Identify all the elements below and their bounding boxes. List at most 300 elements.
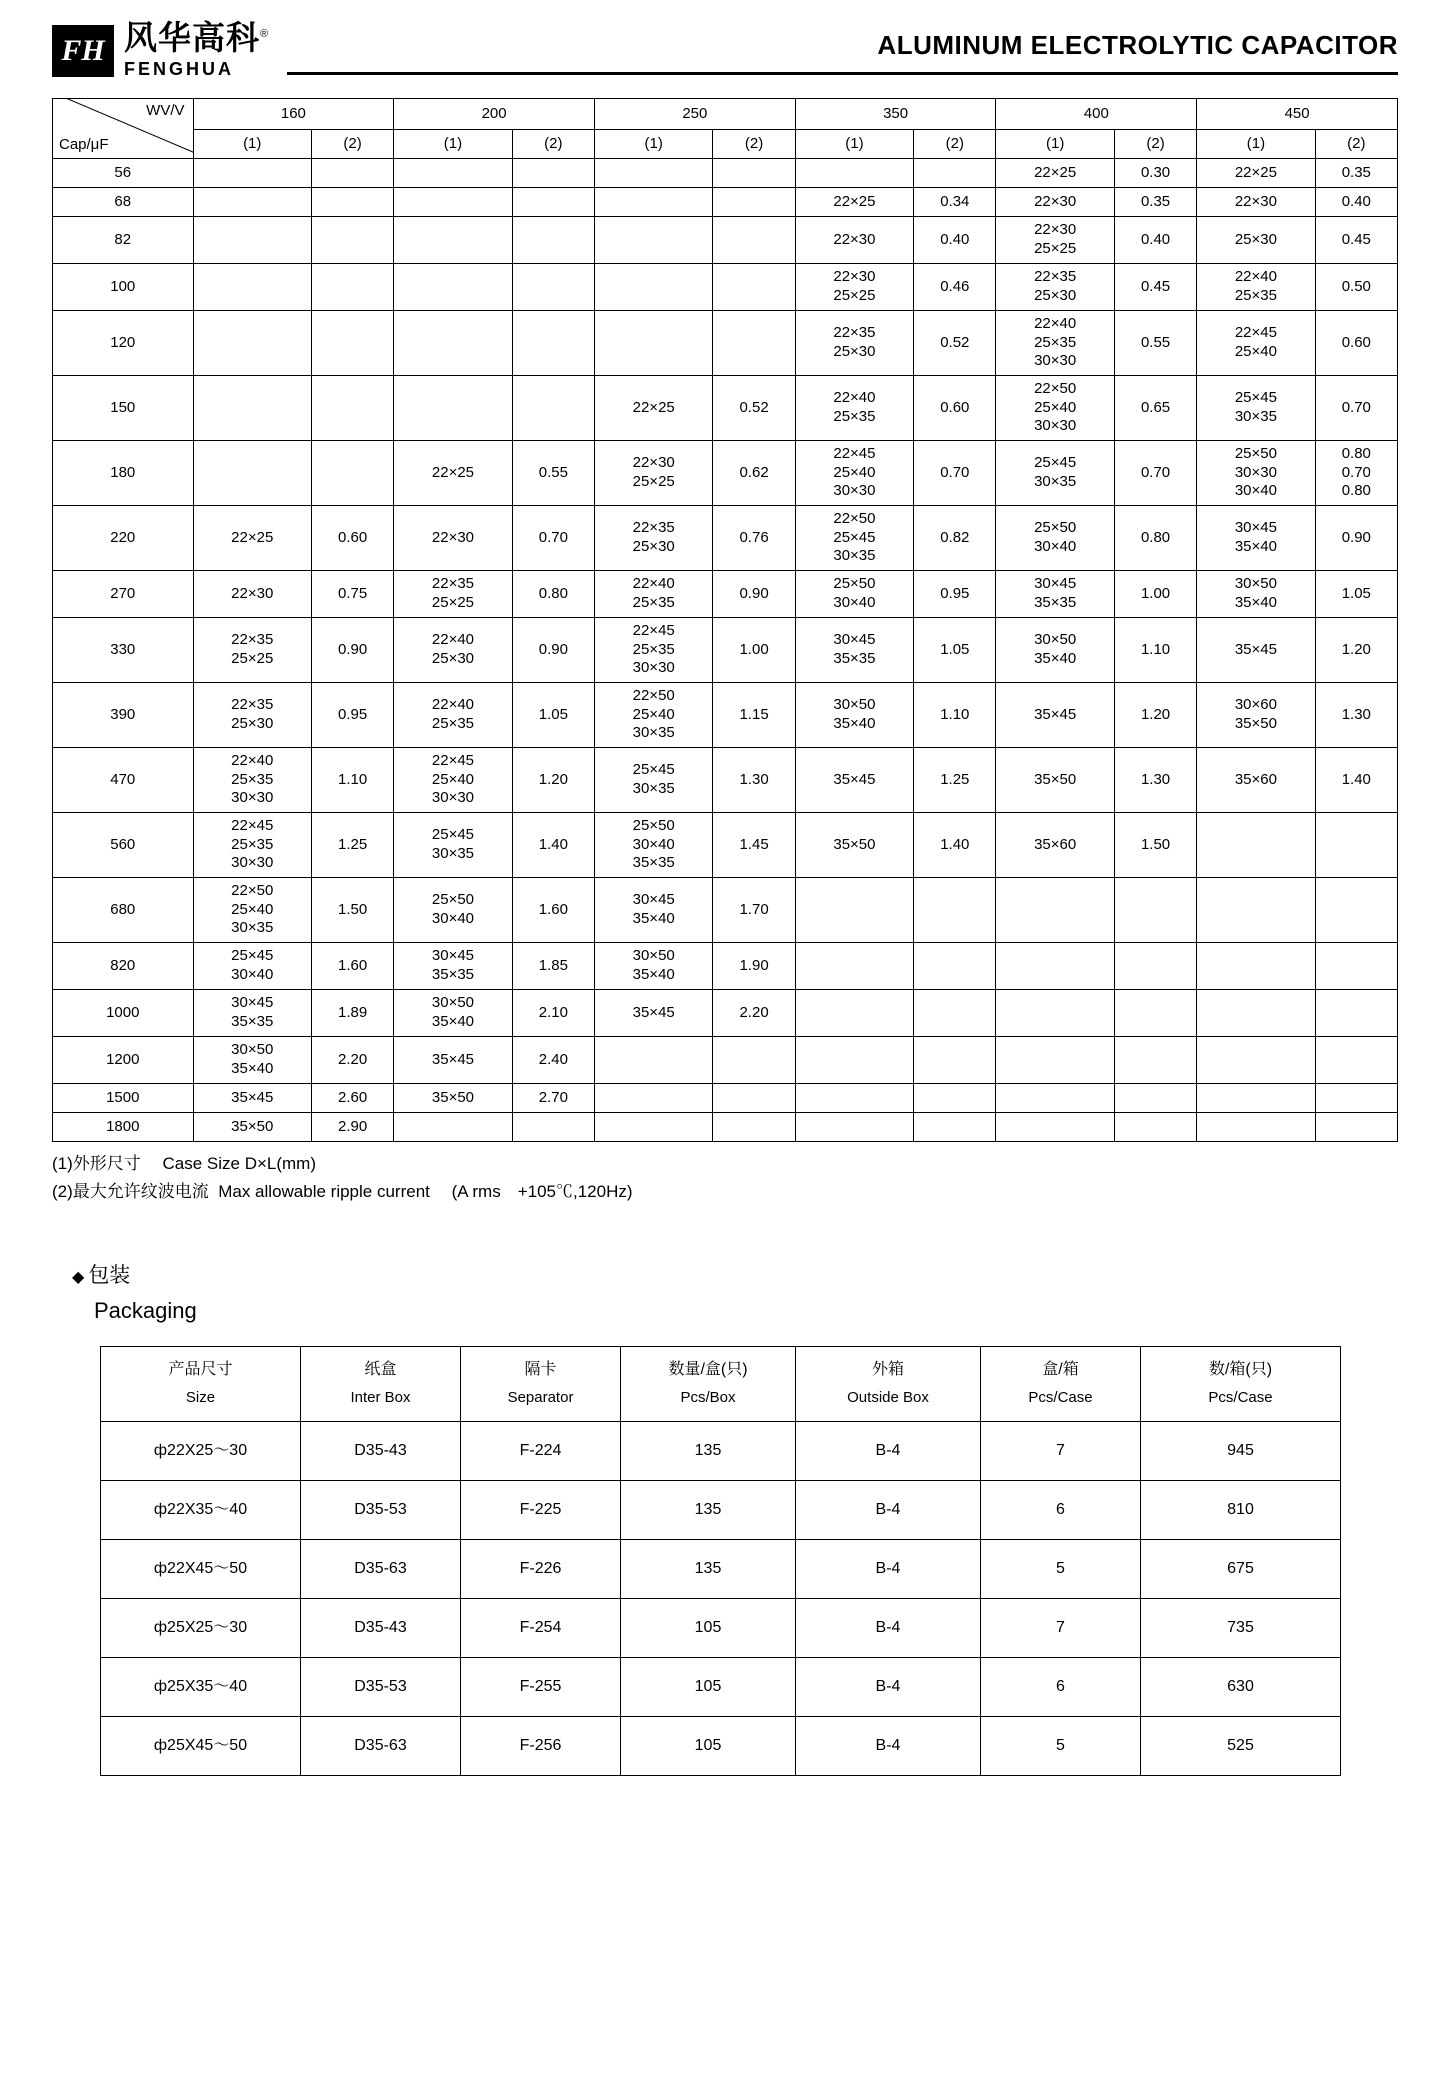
packaging-cell-5: 5 (981, 1716, 1141, 1775)
ripple-current-cell (713, 1113, 795, 1142)
packaging-cell-6: 630 (1141, 1657, 1341, 1716)
ripple-current-cell (512, 159, 594, 188)
ripple-current-cell: 1.90 (713, 943, 795, 990)
ripple-current-cell: 0.70 (914, 441, 996, 506)
ripple-current-cell (914, 1037, 996, 1084)
ripple-current-cell (512, 264, 594, 311)
case-size-cell (1197, 990, 1315, 1037)
case-size-cell (193, 159, 311, 188)
case-size-cell: 25×50 30×30 30×40 (1197, 441, 1315, 506)
ripple-current-cell: 1.45 (713, 813, 795, 878)
case-size-cell: 35×45 (996, 683, 1114, 748)
ripple-current-cell (311, 311, 393, 376)
ripple-current-cell (1114, 1084, 1196, 1113)
case-size-cell: 25×50 30×40 (795, 571, 913, 618)
header-cn: 盒/箱 (1042, 1360, 1079, 1378)
table-row (53, 813, 1398, 878)
capacitance-value: 150 (53, 376, 194, 441)
ripple-current-cell: 0.35 (1315, 159, 1397, 188)
case-size-cell (996, 1037, 1114, 1084)
header-en: Pcs/Box (680, 1389, 736, 1407)
table-row (53, 943, 1398, 990)
packaging-cell-6: 810 (1141, 1480, 1341, 1539)
packaging-cell-4: B-4 (796, 1716, 981, 1775)
ripple-current-cell: 0.55 (1114, 311, 1196, 376)
case-size-cell: 22×45 25×40 (1197, 311, 1315, 376)
header-cn: 产品尺寸 (168, 1360, 233, 1378)
header-en: Outside Box (847, 1389, 929, 1407)
ripple-current-cell: 0.80 (512, 571, 594, 618)
capacitance-value: 82 (53, 217, 194, 264)
packaging-cell-5: 7 (981, 1421, 1141, 1480)
table-row (53, 618, 1398, 683)
case-size-cell: 22×30 (996, 188, 1114, 217)
diamond-bullet-icon: ◆ (72, 1269, 85, 1287)
capacitance-value: 820 (53, 943, 194, 990)
packaging-cell-4: B-4 (796, 1421, 981, 1480)
ripple-current-cell: 0.95 (914, 571, 996, 618)
case-size-cell: 35×50 (394, 1084, 512, 1113)
ripple-current-cell (1315, 813, 1397, 878)
packaging-cell-2: F-254 (461, 1598, 621, 1657)
ripple-current-cell (914, 990, 996, 1037)
case-size-cell (594, 311, 712, 376)
case-size-cell (394, 217, 512, 264)
capacitance-value: 220 (53, 506, 194, 571)
ripple-current-cell: 0.65 (1114, 376, 1196, 441)
subheader-350-2: (2) (914, 130, 996, 159)
ripple-current-cell: 0.70 (1315, 376, 1397, 441)
packaging-cell-6: 735 (1141, 1598, 1341, 1657)
packaging-cell-5: 6 (981, 1657, 1141, 1716)
ripple-current-cell: 0.70 (1114, 441, 1196, 506)
ripple-current-cell: 0.50 (1315, 264, 1397, 311)
packaging-cell-6: 525 (1141, 1716, 1341, 1775)
logo-english-name: FENGHUA (124, 58, 234, 79)
ripple-current-cell: 1.30 (713, 748, 795, 813)
capacitance-value: 56 (53, 159, 194, 188)
ripple-current-cell (311, 376, 393, 441)
ripple-current-cell (713, 264, 795, 311)
case-size-cell (394, 376, 512, 441)
packaging-column-header-5 (981, 1346, 1141, 1421)
ripple-current-cell: 0.55 (512, 441, 594, 506)
ripple-current-cell (1315, 990, 1397, 1037)
case-size-cell: 30×45 35×40 (1197, 506, 1315, 571)
ripple-current-cell (1315, 1113, 1397, 1142)
ripple-current-cell (512, 311, 594, 376)
packaging-cell-3: 135 (621, 1539, 796, 1598)
case-size-cell: 22×35 25×30 (795, 311, 913, 376)
case-size-cell (795, 159, 913, 188)
header-cn: 隔卡 (524, 1360, 557, 1378)
case-size-cell (594, 1037, 712, 1084)
ripple-current-cell (311, 188, 393, 217)
case-size-cell (1197, 943, 1315, 990)
case-size-cell: 30×50 35×40 (594, 943, 712, 990)
ripple-current-cell: 0.30 (1114, 159, 1196, 188)
case-size-cell: 30×50 35×40 (394, 990, 512, 1037)
table-row (53, 571, 1398, 618)
case-size-cell: 30×60 35×50 (1197, 683, 1315, 748)
ripple-current-cell: 0.80 (1114, 506, 1196, 571)
ripple-current-cell (914, 1113, 996, 1142)
page-header (0, 0, 1450, 84)
ripple-current-cell: 0.82 (914, 506, 996, 571)
capacitance-value: 1500 (53, 1084, 194, 1113)
ripple-current-cell: 1.15 (713, 683, 795, 748)
packaging-table-container (0, 1324, 1450, 1776)
voltage-header-160: 160 (193, 99, 394, 130)
capacitance-value: 100 (53, 264, 194, 311)
ripple-current-cell: 0.60 (1315, 311, 1397, 376)
subheader-160-1: (1) (193, 130, 311, 159)
ripple-current-cell: 1.20 (1315, 618, 1397, 683)
ripple-current-cell: 1.40 (914, 813, 996, 878)
packaging-cell-4: B-4 (796, 1598, 981, 1657)
case-size-cell (795, 878, 913, 943)
packaging-cell-0: ф22X25～30 (101, 1421, 301, 1480)
case-size-cell (594, 1084, 712, 1113)
capacitance-value: 680 (53, 878, 194, 943)
case-size-cell (795, 1084, 913, 1113)
ripple-current-cell (713, 159, 795, 188)
packaging-table-row (101, 1716, 1341, 1775)
voltage-header-200: 200 (394, 99, 595, 130)
case-size-cell: 30×45 35×35 (795, 618, 913, 683)
case-size-cell: 30×50 35×40 (795, 683, 913, 748)
ripple-current-cell (713, 217, 795, 264)
packaging-cell-4: B-4 (796, 1657, 981, 1716)
case-size-cell: 25×50 30×40 (394, 878, 512, 943)
packaging-table-row (101, 1480, 1341, 1539)
voltage-header-350: 350 (795, 99, 996, 130)
ripple-current-cell: 1.00 (1114, 571, 1196, 618)
packaging-cell-3: 105 (621, 1598, 796, 1657)
case-size-cell (394, 1113, 512, 1142)
ripple-current-cell: 0.46 (914, 264, 996, 311)
packaging-cell-1: D35-53 (301, 1480, 461, 1539)
case-size-cell: 22×25 (996, 159, 1114, 188)
ripple-current-cell: 1.05 (914, 618, 996, 683)
case-size-cell: 30×45 35×35 (996, 571, 1114, 618)
case-size-cell: 22×30 25×25 (594, 441, 712, 506)
packaging-cell-0: ф22X35～40 (101, 1480, 301, 1539)
ripple-current-cell (1114, 1037, 1196, 1084)
case-size-cell: 22×35 25×30 (996, 264, 1114, 311)
packaging-table-row (101, 1539, 1341, 1598)
case-size-cell: 30×45 35×35 (193, 990, 311, 1037)
ripple-current-cell: 1.89 (311, 990, 393, 1037)
case-size-cell (795, 943, 913, 990)
case-size-cell (394, 311, 512, 376)
subheader-400-1: (1) (996, 130, 1114, 159)
ripple-current-cell: 0.76 (713, 506, 795, 571)
registered-mark-icon: ® (260, 27, 270, 40)
packaging-column-header-2 (461, 1346, 621, 1421)
case-size-cell: 22×25 (193, 506, 311, 571)
ripple-current-cell: 1.10 (914, 683, 996, 748)
case-size-cell (996, 1113, 1114, 1142)
case-size-cell (594, 1113, 712, 1142)
table-notes (0, 1142, 1450, 1206)
packaging-cell-3: 135 (621, 1421, 796, 1480)
case-size-cell: 35×45 (594, 990, 712, 1037)
case-size-cell: 22×35 25×25 (394, 571, 512, 618)
ripple-current-cell: 1.25 (311, 813, 393, 878)
case-size-cell: 35×50 (795, 813, 913, 878)
ripple-current-cell: 0.62 (713, 441, 795, 506)
ripple-current-cell: 1.30 (1315, 683, 1397, 748)
table-row (53, 264, 1398, 311)
ripple-current-cell: 1.40 (1315, 748, 1397, 813)
ripple-current-cell: 1.50 (1114, 813, 1196, 878)
ripple-current-cell: 2.90 (311, 1113, 393, 1142)
ripple-current-cell: 1.10 (1114, 618, 1196, 683)
case-size-cell: 25×45 30×35 (1197, 376, 1315, 441)
packaging-cell-2: F-224 (461, 1421, 621, 1480)
packaging-cell-4: B-4 (796, 1539, 981, 1598)
header-cn: 纸盒 (364, 1360, 397, 1378)
case-size-cell: 22×30 25×25 (795, 264, 913, 311)
case-size-cell: 25×45 30×35 (996, 441, 1114, 506)
note-case-size: (1)外形尺寸 Case Size D×L(mm) (52, 1154, 317, 1173)
capacitance-value: 1800 (53, 1113, 194, 1142)
ripple-current-cell (713, 1037, 795, 1084)
ripple-current-cell: 0.90 (311, 618, 393, 683)
ripple-current-cell: 0.80 0.70 0.80 (1315, 441, 1397, 506)
header-divider (287, 72, 1398, 75)
case-size-cell: 22×30 (1197, 188, 1315, 217)
case-size-cell: 22×25 (394, 441, 512, 506)
case-size-cell (394, 188, 512, 217)
packaging-cell-1: D35-53 (301, 1657, 461, 1716)
case-size-cell: 22×45 25×35 30×30 (594, 618, 712, 683)
ripple-current-cell (713, 311, 795, 376)
subheader-450-1: (1) (1197, 130, 1315, 159)
table-row (53, 878, 1398, 943)
subheader-450-2: (2) (1315, 130, 1397, 159)
ripple-current-cell (512, 376, 594, 441)
ripple-current-cell: 1.50 (311, 878, 393, 943)
subheader-250-2: (2) (713, 130, 795, 159)
table-row (53, 1113, 1398, 1142)
ripple-current-cell: 0.40 (914, 217, 996, 264)
table-row (53, 506, 1398, 571)
case-size-cell: 22×45 25×35 30×30 (193, 813, 311, 878)
case-size-cell (594, 264, 712, 311)
subheader-200-2: (2) (512, 130, 594, 159)
case-size-cell: 25×50 30×40 35×35 (594, 813, 712, 878)
packaging-title-cn (72, 1260, 1398, 1292)
capacitance-value: 330 (53, 618, 194, 683)
case-size-cell (394, 264, 512, 311)
case-size-cell: 35×45 (795, 748, 913, 813)
table-row (53, 188, 1398, 217)
packaging-column-header-6 (1141, 1346, 1341, 1421)
case-size-cell (594, 217, 712, 264)
case-size-cell: 22×45 25×40 30×30 (795, 441, 913, 506)
table-row (53, 683, 1398, 748)
case-size-cell (193, 441, 311, 506)
table-row (53, 217, 1398, 264)
case-size-cell: 22×50 25×40 30×35 (594, 683, 712, 748)
cap-header-label: Cap/μF (59, 136, 109, 154)
case-size-cell (795, 990, 913, 1037)
ripple-current-cell: 2.70 (512, 1084, 594, 1113)
case-size-cell: 22×40 25×35 (795, 376, 913, 441)
case-size-cell (1197, 1113, 1315, 1142)
logo-chinese-name (124, 18, 270, 56)
ripple-current-cell (311, 217, 393, 264)
packaging-cell-3: 105 (621, 1657, 796, 1716)
ripple-current-cell (914, 943, 996, 990)
case-size-cell: 25×30 (1197, 217, 1315, 264)
ripple-current-cell: 2.10 (512, 990, 594, 1037)
table-row (53, 159, 1398, 188)
packaging-cell-0: ф25X45～50 (101, 1716, 301, 1775)
case-size-cell: 25×50 30×40 (996, 506, 1114, 571)
case-size-cell: 30×45 35×40 (594, 878, 712, 943)
case-size-cell: 22×50 25×40 30×30 (996, 376, 1114, 441)
ripple-current-cell: 0.40 (1315, 188, 1397, 217)
case-size-cell (996, 878, 1114, 943)
ripple-current-cell: 1.10 (311, 748, 393, 813)
case-size-cell: 35×45 (394, 1037, 512, 1084)
ripple-current-cell: 1.20 (1114, 683, 1196, 748)
case-size-cell: 25×45 30×40 (193, 943, 311, 990)
packaging-column-header-1 (301, 1346, 461, 1421)
voltage-header-400: 400 (996, 99, 1197, 130)
page-title: ALUMINUM ELECTROLYTIC CAPACITOR (863, 30, 1398, 61)
ripple-current-cell: 1.00 (713, 618, 795, 683)
ripple-current-cell: 1.05 (512, 683, 594, 748)
table-row (53, 1084, 1398, 1113)
case-size-cell (996, 943, 1114, 990)
packaging-cell-0: ф22X45～50 (101, 1539, 301, 1598)
ripple-current-cell: 0.40 (1114, 217, 1196, 264)
logo-text-block (124, 18, 270, 81)
ripple-current-cell: 1.20 (512, 748, 594, 813)
case-size-cell: 22×40 25×35 30×30 (996, 311, 1114, 376)
ripple-current-cell: 0.60 (914, 376, 996, 441)
case-size-cell (996, 1084, 1114, 1113)
case-size-cell: 22×30 25×25 (996, 217, 1114, 264)
ripple-current-cell: 1.70 (713, 878, 795, 943)
packaging-cell-1: D35-63 (301, 1539, 461, 1598)
ripple-current-cell: 1.60 (512, 878, 594, 943)
packaging-cell-5: 7 (981, 1598, 1141, 1657)
ripple-current-cell (311, 264, 393, 311)
ripple-current-cell (512, 1113, 594, 1142)
voltage-header-450: 450 (1197, 99, 1398, 130)
ripple-current-cell: 0.35 (1114, 188, 1196, 217)
case-size-cell: 22×40 25×30 (394, 618, 512, 683)
ripple-current-cell: 0.90 (713, 571, 795, 618)
capacitance-value: 560 (53, 813, 194, 878)
capacitance-value: 270 (53, 571, 194, 618)
case-size-cell: 22×25 (795, 188, 913, 217)
ripple-current-cell: 1.30 (1114, 748, 1196, 813)
packaging-cell-0: ф25X35～40 (101, 1657, 301, 1716)
table-row (53, 1037, 1398, 1084)
ripple-current-cell: 0.45 (1114, 264, 1196, 311)
wv-header-label: WV/V (146, 102, 185, 119)
case-size-cell (594, 159, 712, 188)
ripple-current-cell (311, 159, 393, 188)
ripple-current-cell (1114, 990, 1196, 1037)
table-row (53, 990, 1398, 1037)
ripple-current-cell: 0.75 (311, 571, 393, 618)
packaging-cell-6: 675 (1141, 1539, 1341, 1598)
packaging-cell-0: ф25X25～30 (101, 1598, 301, 1657)
packaging-cell-2: F-225 (461, 1480, 621, 1539)
case-size-cell: 22×35 25×30 (594, 506, 712, 571)
case-size-cell (1197, 1037, 1315, 1084)
capacitance-value: 1200 (53, 1037, 194, 1084)
subheader-160-2: (2) (311, 130, 393, 159)
case-size-cell: 35×50 (996, 748, 1114, 813)
header-en: Inter Box (350, 1389, 411, 1407)
case-size-cell: 22×50 25×45 30×35 (795, 506, 913, 571)
case-size-cell: 22×50 25×40 30×35 (193, 878, 311, 943)
case-size-cell: 25×45 30×35 (594, 748, 712, 813)
subheader-200-1: (1) (394, 130, 512, 159)
case-size-cell (193, 217, 311, 264)
table-row (53, 311, 1398, 376)
capacitance-value: 68 (53, 188, 194, 217)
case-size-cell (394, 159, 512, 188)
case-size-cell (1197, 813, 1315, 878)
case-size-cell (193, 264, 311, 311)
packaging-cell-5: 6 (981, 1480, 1141, 1539)
packaging-table (100, 1346, 1341, 1776)
ripple-current-cell: 0.45 (1315, 217, 1397, 264)
case-size-cell: 35×60 (1197, 748, 1315, 813)
ripple-current-cell (512, 188, 594, 217)
ripple-current-cell: 1.40 (512, 813, 594, 878)
logo-cn-text: 风华高科 (124, 18, 260, 56)
packaging-cell-1: D35-63 (301, 1716, 461, 1775)
header-en: Pcs/Case (1208, 1389, 1273, 1407)
case-size-cell: 35×50 (193, 1113, 311, 1142)
ripple-current-cell (1114, 878, 1196, 943)
company-logo (52, 18, 270, 81)
table-row (53, 376, 1398, 441)
case-size-cell (996, 990, 1114, 1037)
case-size-cell: 22×30 (394, 506, 512, 571)
packaging-heading (0, 1206, 1450, 1324)
case-size-cell: 30×50 35×40 (1197, 571, 1315, 618)
header-en: Pcs/Case (1028, 1389, 1093, 1407)
header-en: Size (185, 1389, 216, 1407)
case-size-cell: 22×35 25×30 (193, 683, 311, 748)
case-size-cell: 30×50 35×40 (193, 1037, 311, 1084)
ripple-current-cell (1315, 1084, 1397, 1113)
ripple-current-cell (1315, 878, 1397, 943)
packaging-table-row (101, 1421, 1341, 1480)
ripple-current-cell: 0.52 (914, 311, 996, 376)
case-size-cell: 22×35 25×25 (193, 618, 311, 683)
packaging-cell-3: 135 (621, 1480, 796, 1539)
voltage-header-250: 250 (594, 99, 795, 130)
subheader-250-1: (1) (594, 130, 712, 159)
header-en: Separator (507, 1389, 574, 1407)
ripple-current-cell (914, 878, 996, 943)
subheader-400-2: (2) (1114, 130, 1196, 159)
packaging-cell-3: 105 (621, 1716, 796, 1775)
packaging-column-header-4 (796, 1346, 981, 1421)
